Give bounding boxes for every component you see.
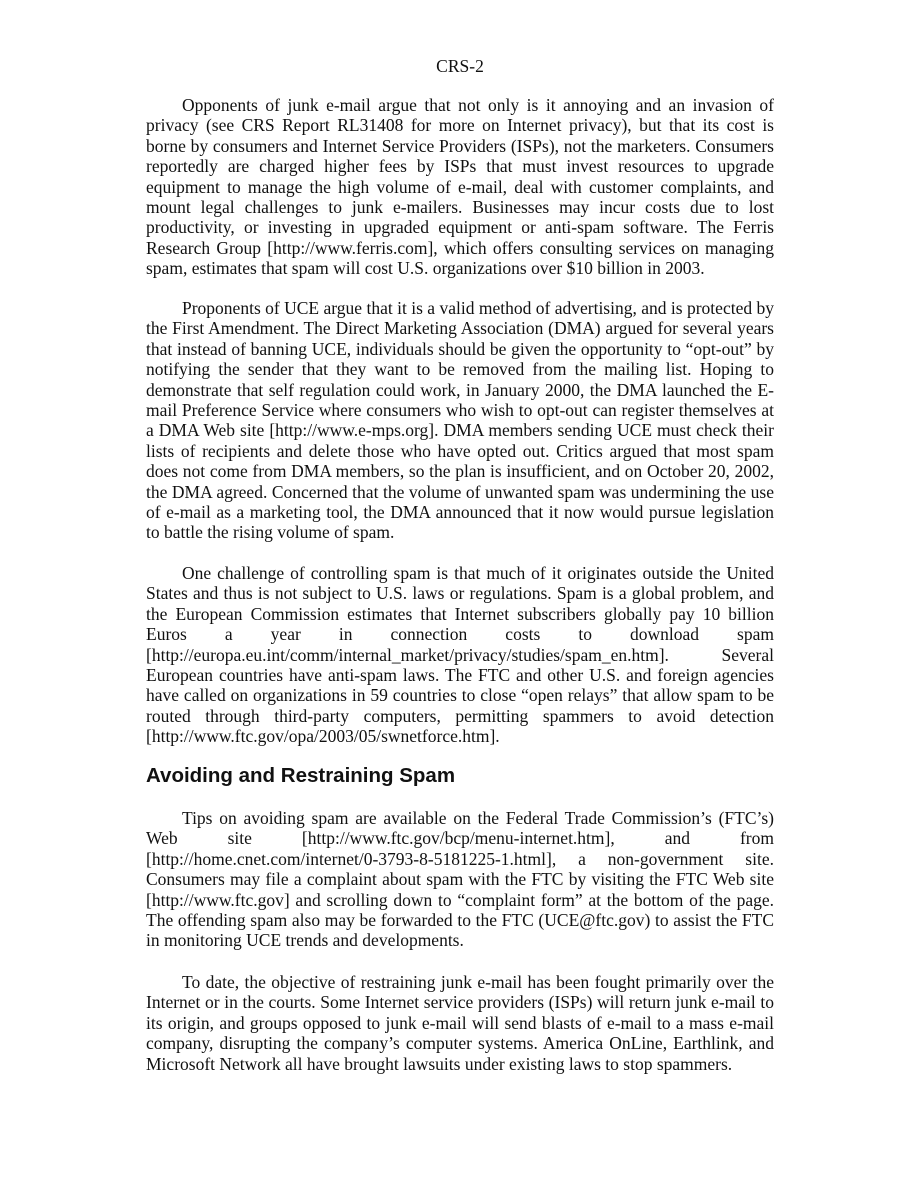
page-number-header: CRS-2 <box>436 56 484 76</box>
paragraph-controlling-spam-challenge: One challenge of controlling spam is that much of it originates outside the United States and thus is not subject to U.S. laws or regulations. Spam is a global problem, and the European Commission estimates that Internet subscribers globally pay 10 billion Euros a year in connection costs to download spam [http://europa.eu.int/comm/internal_market/privacy/studies/spam_en.htm]. Several European countries have anti-spam laws. The FTC and other U.S. and foreign agencies have called on organizations in 59 countries to close “open relays” that allow spam to be routed through third-party computers, permitting spammers to avoid detection [http://www.ftc.gov/opa/2003/05/swnetforce.htm]. <box>146 563 774 747</box>
paragraph-uce-proponents: Proponents of UCE argue that it is a valid method of advertising, and is protected by the First Amendment. The Direct Marketing Association (DMA) argued for several years that instead of banning UCE, individuals should be given the opportunity to “opt-out” by notifying the sender that they want to be removed from the mailing list. Hoping to demonstrate that self regulation could work, in January 2000, the DMA launched the E-mail Preference Service where consumers who wish to opt-out can register themselves at a DMA Web site [http://www.e-mps.org]. DMA members sending UCE must check their lists of recipients and delete those who have opted out. Critics argued that most spam does not come from DMA members, so the plan is insufficient, and on October 20, 2002, the DMA agreed. Concerned that the volume of unwanted spam was undermining the use of e-mail as a marketing tool, the DMA announced that it now would pursue legislation to battle the rising volume of spam. <box>146 298 774 543</box>
paragraph-restraining-junk-email: To date, the objective of restraining junk e-mail has been fought primarily over the Internet or in the courts. Some Internet service providers (ISPs) will return junk e-mail to its origin, and groups opposed to junk e-mail will send blasts of e-mail to a mass e-mail company, disrupting the company’s computer systems. America OnLine, Earthlink, and Microsoft Network all have brought lawsuits under existing laws to stop spammers. <box>146 972 774 1074</box>
paragraph-avoiding-spam-tips: Tips on avoiding spam are available on the Federal Trade Commission’s (FTC’s) Web site [http://www.ftc.gov/bcp/menu-internet.htm], and from [http://home.cnet.com/internet/0-3793-8-5181225-1.html], a non-government site. Consumers may file a complaint about spam with the FTC by visiting the FTC Web site [http://www.ftc.gov] and scrolling down to “complaint form” at the bottom of the page. The offending spam also may be forwarded to the FTC (UCE@ftc.gov) to assist the FTC in monitoring UCE trends and developments. <box>146 808 774 951</box>
section-heading-avoiding-spam: Avoiding and Restraining Spam <box>146 764 456 787</box>
paragraph-junk-email-opponents: Opponents of junk e-mail argue that not only is it annoying and an invasion of privacy (see CRS Report RL31408 for more on Internet privacy), but that its cost is borne by consumers and Internet Service Providers (ISPs), not the marketers. Consumers reportedly are charged higher fees by ISPs that must invest resources to upgrade equipment to manage the high volume of e-mail, deal with customer complaints, and mount legal challenges to junk e-mailers. Businesses may incur costs due to lost productivity, or investing in upgraded equipment or anti-spam software. The Ferris Research Group [http://www.ferris.com], which offers consulting services on managing spam, estimates that spam will cost U.S. organizations over $10 billion in 2003. <box>146 95 774 279</box>
